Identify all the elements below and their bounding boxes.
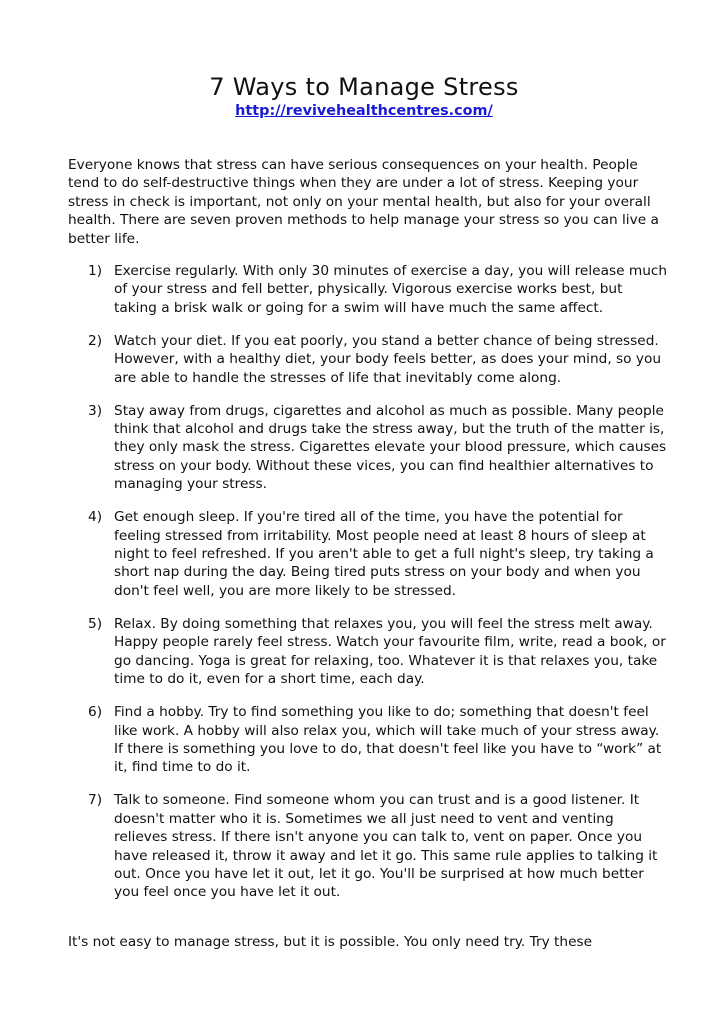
list-item: [68, 262, 668, 317]
list-item-text: Exercise regularly. With only 30 minutes of exercise a day, you will release much of your stress and fell better, physically. Vigorous exercise works best, but taking a brisk walk or going for a swim will have much the same affect.: [114, 263, 668, 316]
list-item: [68, 332, 668, 387]
list-item-number: 5): [88, 615, 103, 632]
list-item-number: 3): [88, 402, 103, 419]
list-item-text: Find a hobby. Try to find something you like to do; something that doesn't feel like work. A hobby will also relax you, which will take much of your stress away. If there is something you love to do, that doesn't feel like you have to “work” at it, find time to do it.: [114, 704, 662, 776]
list-item-text: Stay away from drugs, cigarettes and alcohol as much as possible. Many people think that alcohol and drugs take the stress away, but the truth of the matter is, they only mask the stress. Cigarettes elevate your blood pressure, which causes stress on your body. Without these vices, you can find healthier alternatives to managing your stress.: [114, 402, 667, 493]
list-item: [68, 508, 668, 600]
source-link[interactable]: http://revivehealthcentres.com/: [235, 103, 493, 119]
list-item-text: Get enough sleep. If you're tired all of the time, you have the potential for feeling stressed from irritability. Most people need at least 8 hours of sleep at night to feel refreshed. If you aren't able to get a full night's sleep, try taking a short nap during the day. Being tired puts stress on your body and when you don't feel well, you are more likely to be stressed.: [114, 509, 654, 599]
document-title: 7 Ways to Manage Stress: [209, 73, 519, 101]
list-item-text: Relax. By doing something that relaxes you, you will feel the stress melt away. Happy people rarely feel stress. Watch your favourite film, write, read a book, or go dancing. Yoga is great for relaxing, too. Whatever it is that relaxes you, take time to do it, even for a short time, each day.: [114, 615, 666, 688]
stress-tips-list: [68, 262, 668, 916]
list-item-number: 7): [88, 792, 103, 809]
list-item-text: Talk to someone. Find someone whom you can trust and is a good listener. It doesn't matter who it is. Sometimes we all just need to vent and venting relieves stress. If there isn't anyone you can talk to, vent on paper. Once you have released it, throw it away and let it go. This same rule applies to talking it out. Once you have let it out, let it go. You'll be surprised at how much better you feel once you have let it out.: [114, 792, 658, 901]
list-item: [68, 791, 668, 901]
intro-paragraph: Everyone knows that stress can have serious consequences on your health. People tend to do self-destructive things when they are under a lot of stress. Keeping your stress in check is important, not only on your mental health, but also for your overall health. There are seven proven methods to help manage your stress so you can live a better life.: [68, 157, 659, 247]
list-item: [68, 703, 668, 777]
closing-paragraph: It's not easy to manage stress, but it is possible. You only need try. Try these: [68, 934, 593, 950]
list-item-number: 4): [88, 509, 103, 526]
list-item-number: 6): [88, 704, 103, 721]
list-item: [68, 402, 668, 494]
list-item-number: 2): [88, 332, 103, 349]
list-item-number: 1): [88, 263, 103, 279]
list-item: [68, 615, 668, 689]
list-item-text: Watch your diet. If you eat poorly, you stand a better chance of being stressed. However, with a healthy diet, your body feels better, as does your mind, so you are able to handle the stresses of life that inevitably come along.: [114, 332, 662, 386]
